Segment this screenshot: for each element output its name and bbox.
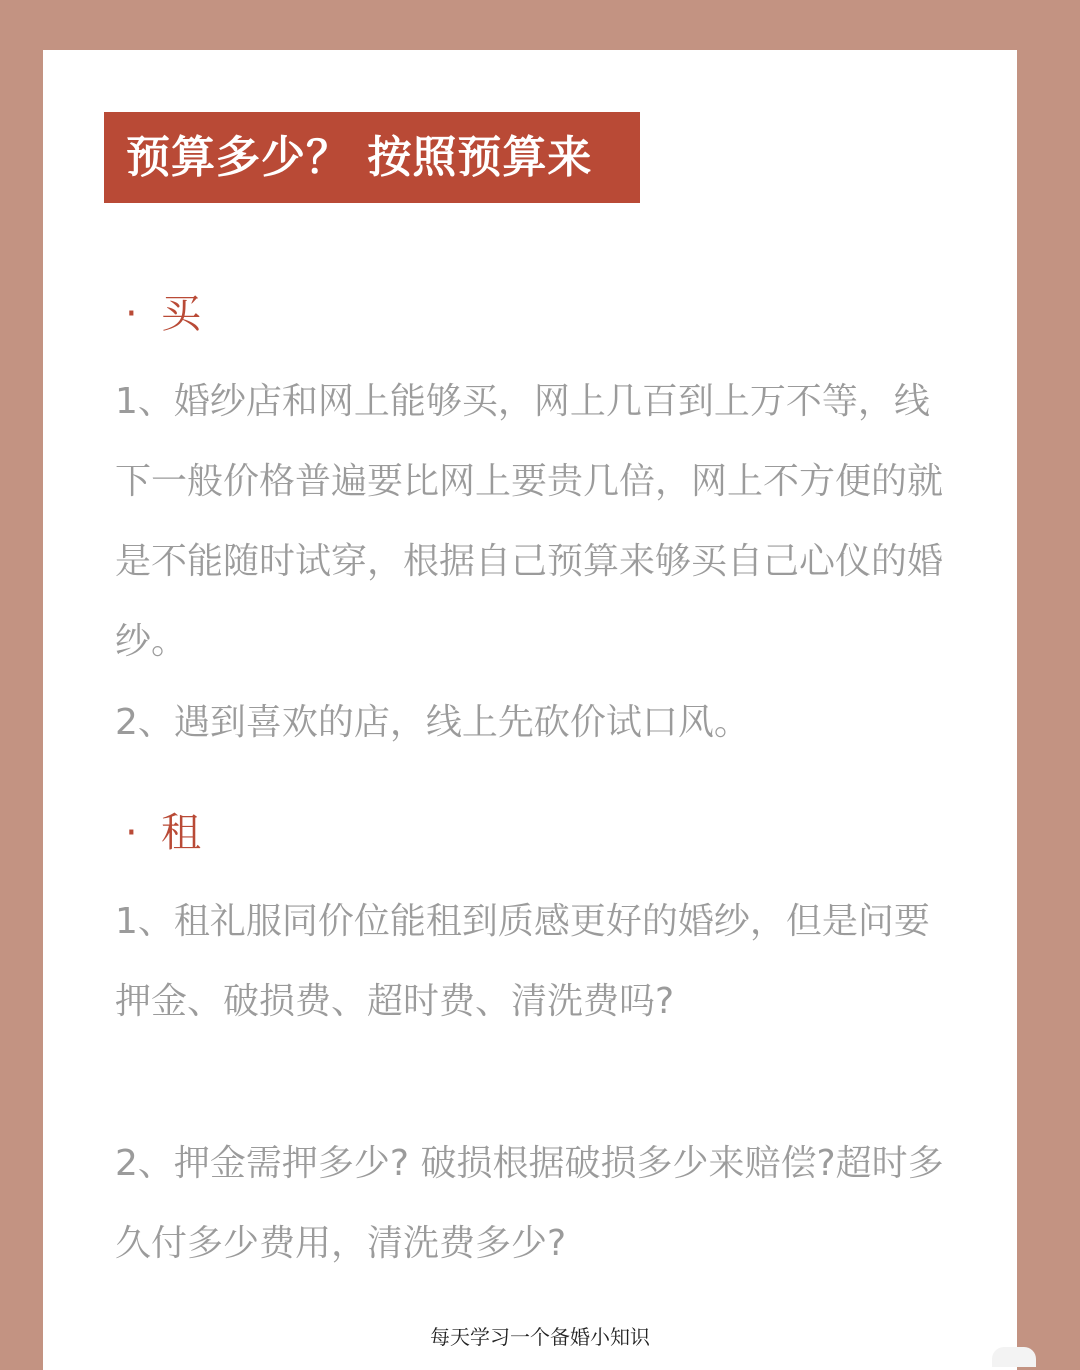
page-title: 预算多少？ 按照预算来 <box>104 112 640 203</box>
buy-paragraph-1: 1、婚纱店和网上能够买，网上几百到上万不等，线下一般价格普遍要比网上要贵几倍，网上不方便的就是不能随时试穿，根据自己预算来够买自己心仪的婚纱。 <box>115 381 944 662</box>
corner-decoration <box>992 1347 1036 1367</box>
bullet-dot: · <box>125 810 138 856</box>
rent-paragraph-2: 2、押金需押多少? 破损根据破损多少来赔偿?超时多久付多少费用，清洗费多少? <box>115 1143 944 1264</box>
section-heading-rent <box>125 808 201 858</box>
content-card <box>43 50 1017 1370</box>
bullet-dot: · <box>125 291 138 337</box>
buy-paragraph-2: 2、遇到喜欢的店，线上先砍价试口风。 <box>115 702 750 743</box>
section-heading-label: 买 <box>161 291 201 337</box>
rent-paragraph-1: 1、租礼服同价位能租到质感更好的婚纱，但是问要押金、破损费、超时费、清洗费吗? <box>115 901 930 1022</box>
footer-caption: 每天学习一个备婚小知识 <box>430 1325 650 1349</box>
section-heading-buy <box>125 289 201 339</box>
section-heading-label: 租 <box>161 810 201 856</box>
